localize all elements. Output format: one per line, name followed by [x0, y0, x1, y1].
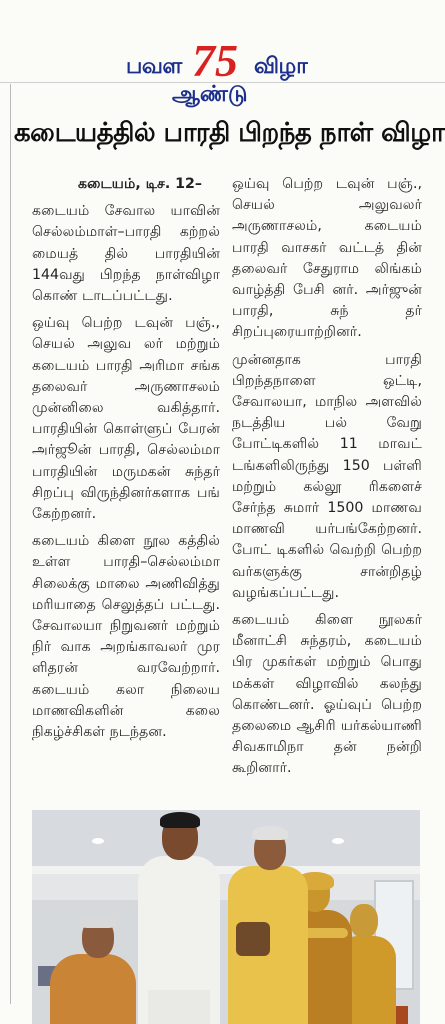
- man-white-shirt-hair: [160, 812, 200, 828]
- left-paragraph-2: ஒய்வு பெற்ற டவுன் பஞ்., செயல் அலுவ லர் மற்றும் கடையம் பாரதி அரிமா சங்க தலைவர் அருணாசலம் முன்னிலை வகித்தார். பாரதியின் கொள்ளுப் பேரன் அர்ஜூன் பாரதி, செல்லம்மா பாரதியின் மருமகன் சுந்தர் சிறப்பு விருந்தினர்களாக பங் கேற்றனர்.: [32, 315, 220, 523]
- right-paragraph-3: கடையம் கிளை நூலகர் மீனாட்சி சுந்தரம், கடையம் பிர முகர்கள் மற்றும் பொது மக்கள் விழாவில் கலந்து கொண்டனர். ஓய்வுப் பெற்ற தலைமை ஆசிரி யர்கல்யாணி சிவகாமிநா தன் நன்றி கூறினார்.: [232, 612, 422, 777]
- page-left-rule: [10, 84, 11, 1004]
- right-paragraph-2: முன்னதாக பாரதி பிறந்தநாளை ஒட்டி, சேவாலயா, மாநில அளவில் நடத்திய பல் வேறு போட்டிகளில் 11 மாவட் டங்களிலிருந்து 150 பள்ளி மற்றும் கல்லூ ரிகளைச் சேர்ந்த சுமார் 1500 மாணவ மாணவி யர்பங்கேற்றனர். போட் டிகளில் வெற்றி பெற்ற வர்களுக்கு சான்றிதழ் வழங்கப்பட்டது.: [232, 351, 422, 601]
- ceiling-light-icon: [332, 838, 344, 844]
- masthead-right-word: விழா: [254, 54, 308, 79]
- event-photo: [32, 810, 420, 1024]
- man-white-dhoti: [148, 990, 210, 1024]
- dateline: [32, 174, 220, 195]
- left-paragraph-3: கடையம் கிளை நூல கத்தில் உள்ள பாரதி–செல்லம்மா சிலைக்கு மாலை அணிவித்து மரியாதை செலுத்தப் பட்டது. சேவாலயா நிறுவனர் மற்றும் நிர் வாக அறங்காவலர் முர ளிதரன் வரவேற்றார். கடையம் கலா நிலைய மாணவிகளின் கலை நிகழ்ச்சிகள் நடந்தன.: [32, 533, 220, 741]
- article-column-left: [32, 174, 220, 749]
- article-headline: கடையத்தில் பாரதி பிறந்த நாள் விழா: [14, 118, 445, 148]
- elder-man-hair: [80, 914, 116, 928]
- photo-ceiling-beam: [32, 866, 420, 874]
- shoulder-bag: [236, 922, 270, 956]
- elder-man-figure: [50, 954, 136, 1024]
- dateline-text: கடையம், டிச. 12–: [78, 176, 203, 192]
- ceiling-light-icon: [92, 838, 104, 844]
- masthead-number: 75: [192, 35, 238, 86]
- left-paragraph-1: கடையம் சேவால யாவின் செல்லம்மாள்–பாரதி கற்றல் மையத் தில் பாரதியின் 144வது பிறந்த நாள்விழா கொண் டாடப்பட்டது.: [32, 203, 220, 305]
- masthead-left-word: பவள: [126, 54, 182, 79]
- photo-ceiling: [32, 810, 420, 870]
- masthead-logo: [0, 35, 445, 112]
- masthead-sub-word: ஆண்டு: [172, 82, 248, 107]
- chellamma-statue-head: [350, 904, 378, 938]
- right-paragraph-1: ஒய்வு பெற்ற டவுன் பஞ்., செயல் அலுவலர் அருணாசலம், கடையம் பாரதி வாசகர் வட்டத் தின் தலைவர் சேதுராம லிங்கம் வாழ்த்தி பேசி னர். அர்ஜுன் பாரதி, சுந் தர் சிறப்புரையாற்றினர்.: [232, 176, 422, 341]
- article-column-right: [232, 174, 422, 786]
- man-yellow-shirt-hair: [252, 826, 288, 840]
